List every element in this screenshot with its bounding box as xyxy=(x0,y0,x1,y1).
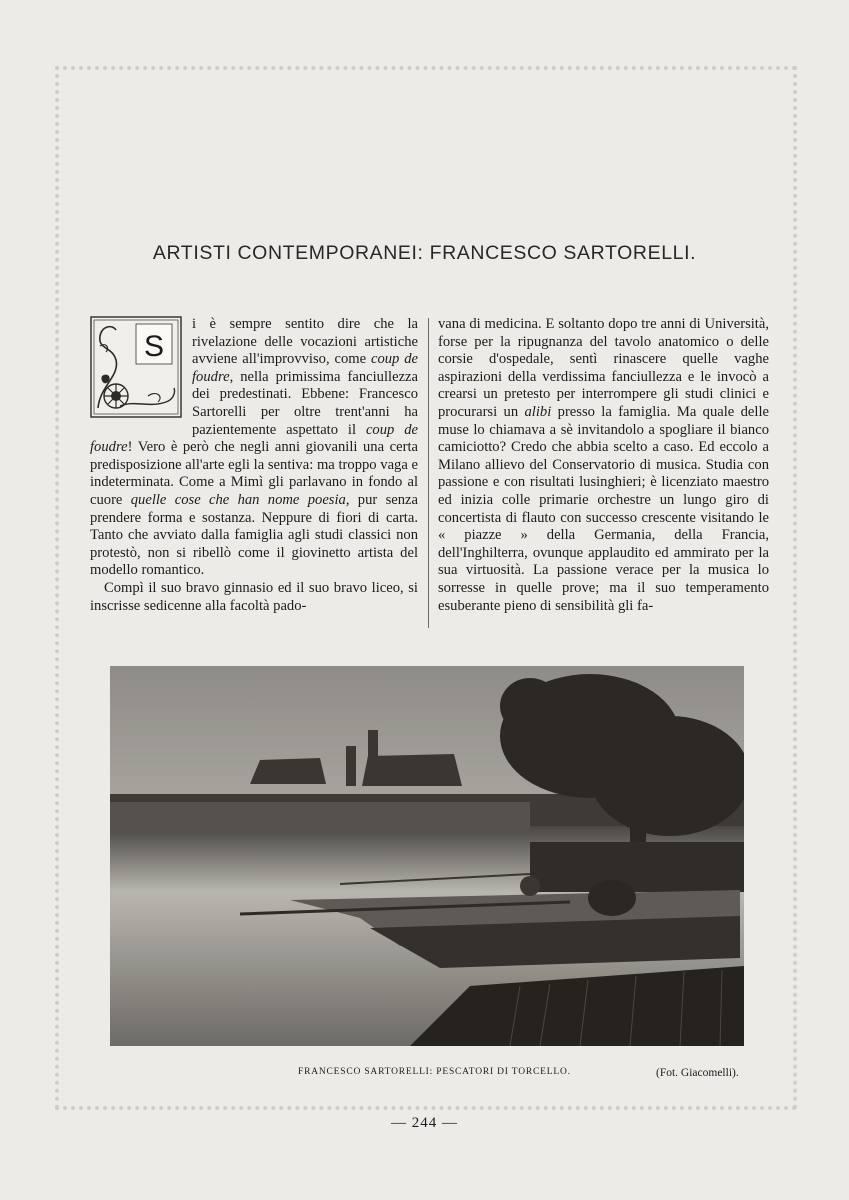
figure-caption: FRANCESCO SARTORELLI: PESCATORI DI TORCELLO. xyxy=(298,1067,571,1077)
paragraph-3: vana di medicina. E soltanto dopo tre anni di Università, forse per la ripugnanza del tavolo anatomico o delle corsie d'ospedale, sentì rinascere quelle vaghe aspirazioni della verdissima fanciullezza e le invocò a crearsi un pretesto per interrompere gli studi clinici e procurarsi un alibi presso la famiglia. Ma quale delle muse lo chiamava a sè invitandolo a spogliare il bianco camiciotto? Credo che abbia scelto a caso. Ed eccolo a Milano allievo del Conservatorio di musica. Studia con passione e con risultati lusinghieri; è licenziato maestro ed inizia colle primarie orchestre un lungo giro di concertista di flauto con successo crescente visitando le « piazze » della Germania, della Francia, dell'Inghilterra, ovunque applaudito ed ammirato per la sua virtuosità. La passione verace per la musica lo sorresse in quelle prove; ma il suo temperamento esuberante pieno di sensibilità gli fa- xyxy=(438,316,769,614)
article-title: ARTISTI CONTEMPORANEI: FRANCESCO SARTORELLI. xyxy=(152,242,697,264)
page-number: — 244 — xyxy=(391,1115,458,1131)
text-column-left xyxy=(90,316,418,615)
paragraph-1: i è sempre sentito dire che la rivelazione delle vocazioni artistiche avviene all'improvviso, come coup de foudre, nella primissima fanciullezza dei predestinati. Ebbene: Francesco Sartorelli per oltre trent'anni ha pazientemente aspettato il coup de foudre! Vero è però che negli anni giovanili una certa predisposizione all'arte egli la sentiva: ma troppo vaga e indeterminata. Come a Mimì gli parlavano in fondo al cuore quelle cose che han nome poesia, pur senza prendere forma e sostanza. Neppure di fiori di carta. Tanto che avviato dalla famiglia agli studi classici non protestò, non si ribellò come il giovinetto artista del modello romantico. xyxy=(90,316,418,579)
column-divider xyxy=(428,318,429,628)
photo-credit: (Fot. Giacomelli). xyxy=(656,1067,739,1079)
paragraph-2: Compì il suo bravo ginnasio ed il suo bravo liceo, si inscrisse sedicenne alla facoltà pado- xyxy=(90,579,418,614)
dropcap-letter: S xyxy=(143,330,165,363)
text-column-right xyxy=(438,316,769,615)
painting-pescatori-di-torcello xyxy=(110,666,744,1046)
decorated-initial xyxy=(90,316,182,418)
